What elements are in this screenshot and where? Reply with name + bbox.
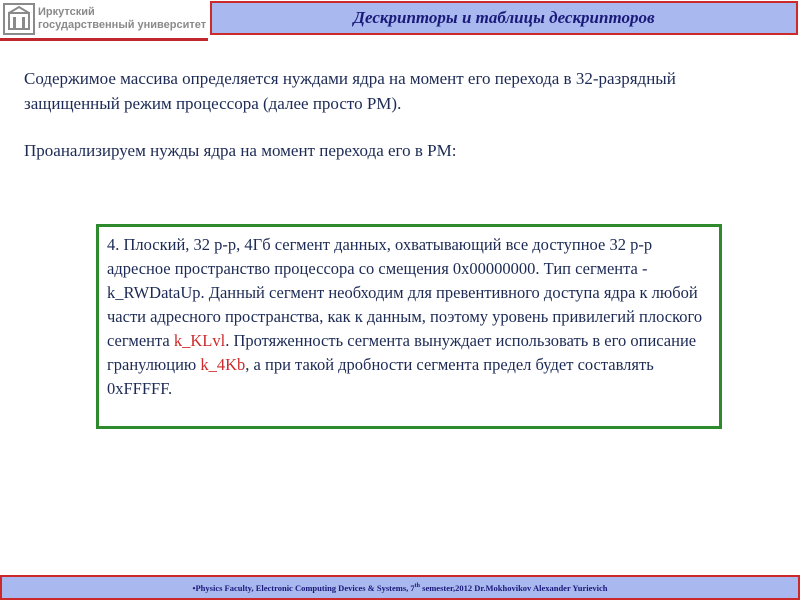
granularity-highlight: k_4Kb [200, 355, 246, 374]
logo-underline [0, 38, 208, 41]
university-logo [0, 0, 210, 40]
title-bar [210, 1, 798, 35]
analysis-paragraph: Проанализируем нужды ядра на момент перехода его в РМ: [24, 141, 457, 160]
box-text-part2: . Протяженность сегмента вынуждает использовать в его описание гранулюцию [107, 331, 697, 374]
footer-bullet: • [192, 582, 196, 593]
footer-text [193, 583, 608, 593]
logo-text [38, 6, 213, 32]
footer-text-main: Physics Faculty, Electronic Computing Devices & Systems, 7 [195, 582, 415, 593]
privilege-level-highlight: k_KLvl [173, 331, 226, 350]
box-text-part1: 4. Плоский, 32 р-р, 4Гб сегмент данных, охватывающий все доступное 32 р-р адресное пространство процессора со смещения 0x00000000. Тип сегмента - k_RWDataUp. Данный сегмент необходим для превентивного доступа ядра к любой части адресного пространства, как к данным, поэтому уровень привилегий плоского сегмента [107, 235, 703, 350]
intro-paragraph: Содержимое массива определяется нуждами ядра на момент его перехода в 32-разрядный защищенный режим процессора (далее просто РМ). [24, 69, 676, 113]
page-title: Дескрипторы и таблицы дескрипторов [353, 8, 655, 27]
footer-text-tail: semester,2012 Dr.Mokhovikov Alexander Yurievich [420, 582, 608, 593]
footer-bar [0, 575, 800, 600]
university-emblem-icon [3, 3, 35, 35]
footer-sup: th [414, 582, 421, 589]
logo-line2: государственный университет [38, 19, 207, 31]
box-text-part3: , а при такой дробности сегмента предел будет составлять 0xFFFFF. [107, 355, 654, 398]
segment-description-box [96, 224, 722, 429]
segment-description-text [107, 233, 719, 401]
logo-line1: Иркутский [38, 6, 95, 18]
